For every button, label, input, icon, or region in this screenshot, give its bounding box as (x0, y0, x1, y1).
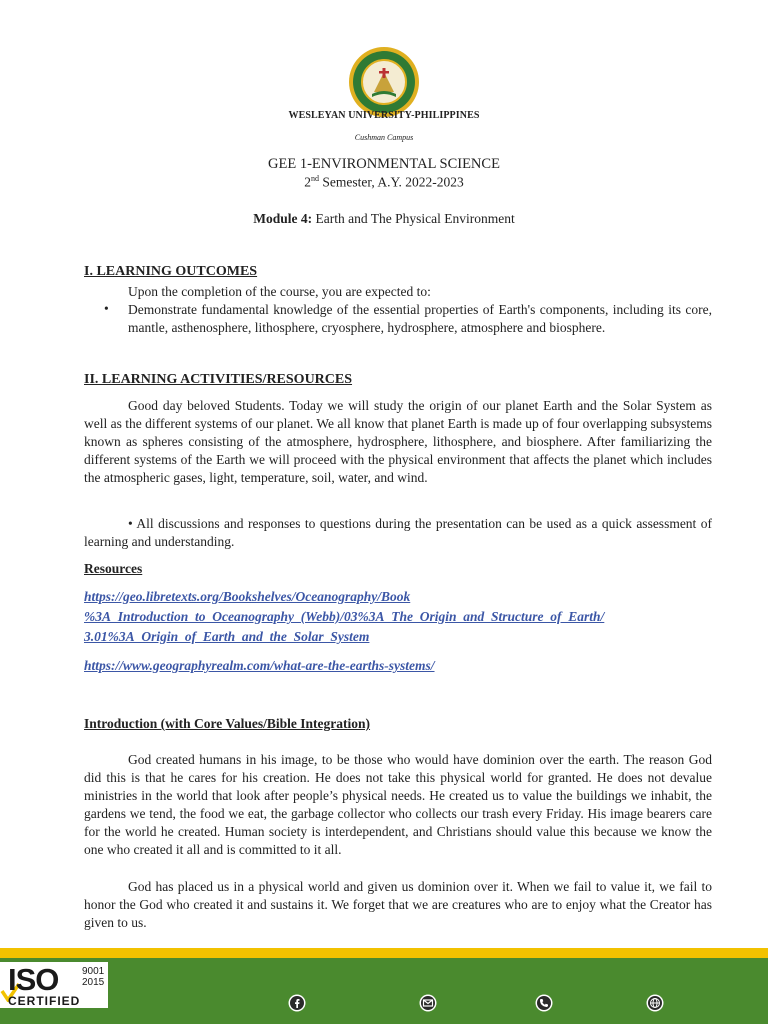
module-line (0, 211, 768, 227)
footer-green-band (0, 958, 768, 1024)
activities-paragraph: Good day beloved Students. Today we will study the origin of our planet Earth and the Solar System as well as the different systems of our planet. We all know that planet Earth is made up of four overlapping subsystems known as spheres consisting of the atmosphere, hydrosphere, lithosphere, and biosphere. After familiarizing the different systems of the Earth we will proceed with the physical environment that affects the planet which includes the atmospheric gases, light, temperature, soil, water, and wind. (84, 398, 712, 485)
phone-icon[interactable] (535, 994, 553, 1012)
iso-standard-number (82, 966, 104, 988)
iso-certified-badge (0, 962, 108, 1008)
semester-superscript: nd (311, 174, 320, 183)
university-seal-logo (348, 46, 420, 118)
semester-text: Semester, A.Y. 2022-2023 (319, 174, 464, 190)
resource-link-geographyrealm[interactable]: https://www.geographyrealm.com/what-are-the-earths-systems/ (84, 658, 435, 673)
resources-heading: Resources (84, 561, 143, 576)
introduction-paragraph-2: God has placed us in a physical world and given us dominion over it. When we fail to value it, we fail to honor the God who created it and sustains it. We forget that we are creatures who are to enjoy what the Creator has given to us. (84, 879, 712, 930)
learning-outcomes-heading: I. LEARNING OUTCOMES (84, 264, 258, 279)
certified-label: CERTIFIED (8, 994, 81, 1008)
link-line-1[interactable]: https://geo.libretexts.org/Bookshelves/Oceanography/Book (84, 589, 411, 604)
outcomes-intro: Upon the completion of the course, you are expected to: (128, 284, 431, 299)
resource-link-libretexts[interactable] (84, 587, 724, 647)
university-name: WESLEYAN UNIVERSITY-PHILIPPINES (288, 110, 480, 121)
course-title: GEE 1-ENVIRONMENTAL SCIENCE (268, 156, 500, 172)
semester-ordinal: 2 (304, 174, 312, 190)
outcomes-bullet-item: Demonstrate fundamental knowledge of the essential properties of Earth's components, including its core, mantle, asthenosphere, lithosphere, cryosphere, hydrosphere, atmosphere and biosphere. (128, 302, 712, 335)
mail-icon[interactable] (419, 994, 437, 1012)
iso-number-line: 9001 (82, 966, 105, 977)
campus-name: Cushman Campus (354, 133, 414, 142)
footer-yellow-stripe (0, 948, 768, 958)
link-line-2[interactable]: %3A_Introduction_to_Oceanography_(Webb)/03%3A_The_Origin_and_Structure_of_Earth/ (84, 609, 605, 624)
introduction-heading: Introduction (with Core Values/Bible Integration) (84, 716, 371, 731)
link-line-3[interactable]: 3.01%3A_Origin_of_Earth_and_the_Solar_System (84, 629, 370, 644)
learning-activities-heading: II. LEARNING ACTIVITIES/RESOURCES (84, 372, 353, 387)
module-title: Earth and The Physical Environment (312, 211, 515, 226)
globe-icon[interactable] (646, 994, 664, 1012)
iso-label: ISO (8, 962, 59, 997)
iso-year-line: 2015 (82, 977, 105, 988)
semester-line (0, 174, 768, 191)
bullet-marker: • (104, 301, 109, 316)
facebook-icon[interactable] (288, 994, 306, 1012)
assessment-paragraph: • All discussions and responses to questions during the presentation can be used as a quick assessment of learning and understanding. (84, 516, 712, 549)
module-label: Module 4: (253, 211, 313, 226)
introduction-paragraph-1: God created humans in his image, to be those who would have dominion over the earth. The reason God did this is that he cares for his creation. He does not take this physical world for granted. He does not devalue ministries in the world that look after people’s physical needs. He created us to value the buildings we inhabit, the gardens we tend, the food we eat, the garbage collector who collects our trash every Friday. His image bearers care for the world he created. Human society is interdependent, and Christians should value this because we know the one who created it all and is committed to it all. (84, 752, 712, 857)
